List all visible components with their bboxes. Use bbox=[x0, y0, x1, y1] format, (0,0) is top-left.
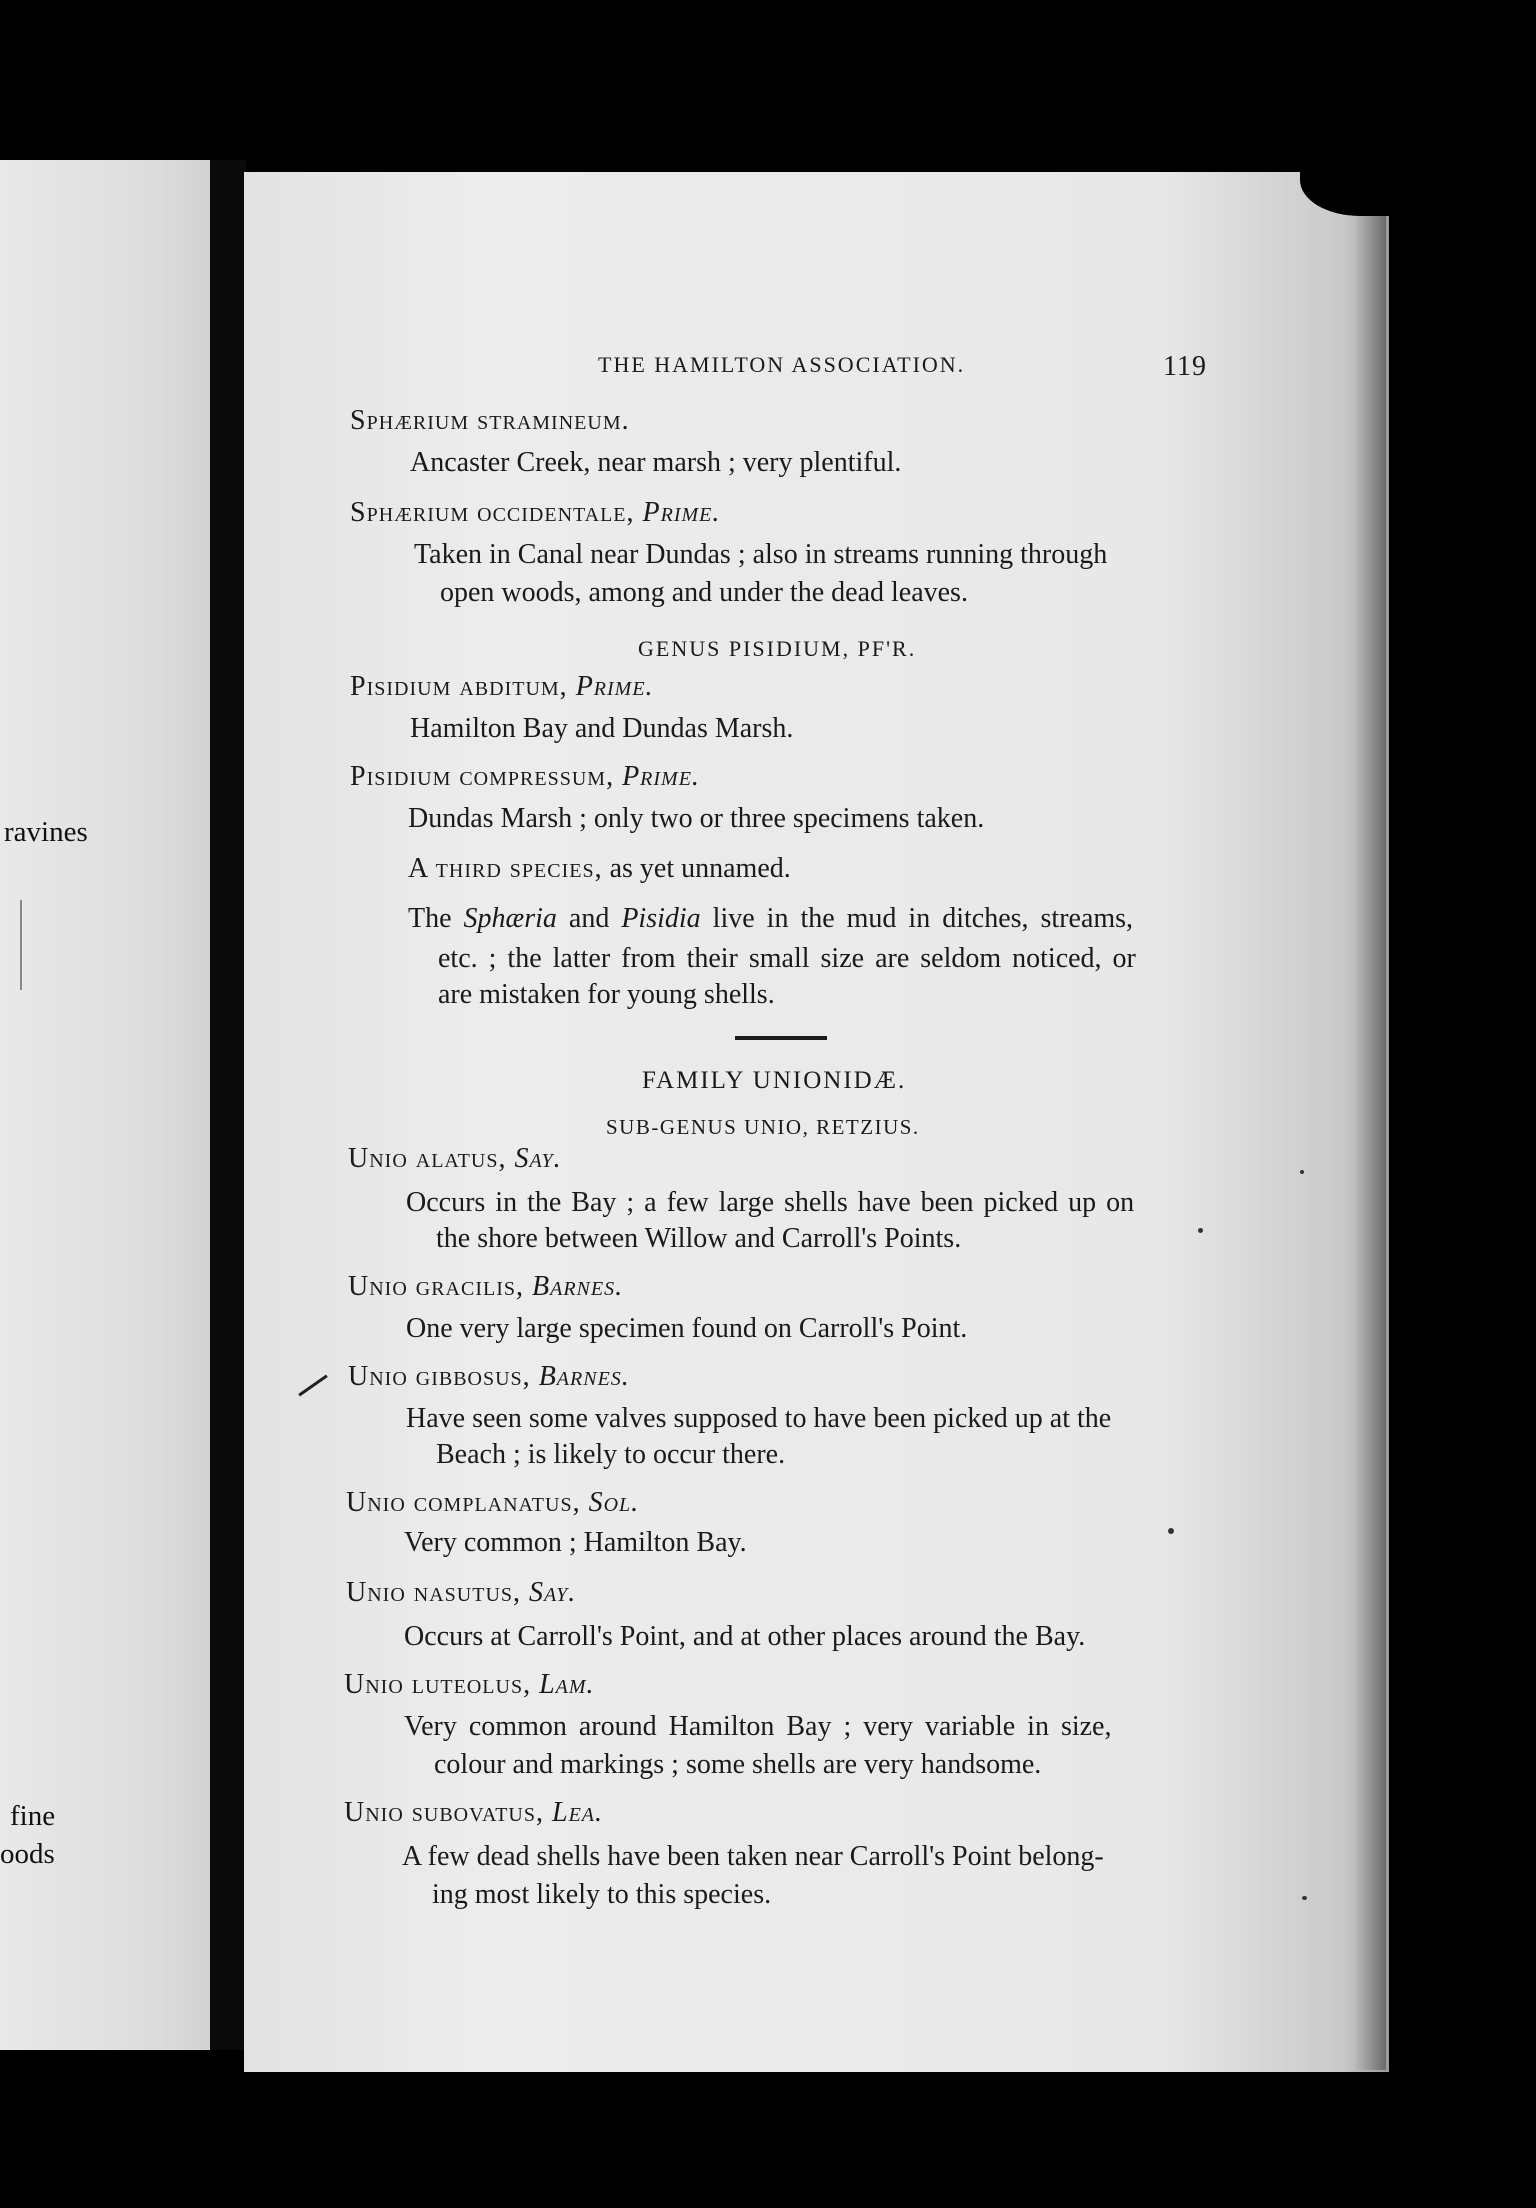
species-name-text: Pisidium abditum, bbox=[350, 671, 568, 702]
note-text: live in the mud in ditches, streams, bbox=[712, 903, 1134, 934]
species-name bbox=[350, 404, 630, 438]
note-line-1 bbox=[408, 902, 1133, 936]
section-rule bbox=[735, 1036, 827, 1040]
left-page-mark bbox=[20, 900, 22, 990]
note-sphaeria: Sphæria bbox=[463, 903, 557, 934]
note-pisidia: Pisidia bbox=[621, 903, 701, 934]
page-edge-shadow bbox=[1356, 200, 1386, 2070]
species-name bbox=[348, 1142, 562, 1176]
species-name-text: Pisidium compressum, bbox=[350, 761, 615, 792]
species-name-text: Unio complanatus, bbox=[346, 1487, 581, 1518]
species-name bbox=[344, 1796, 603, 1830]
species-author: Prime. bbox=[622, 761, 700, 792]
page-number: 119 bbox=[1163, 351, 1207, 382]
species-name bbox=[350, 496, 720, 530]
scan-speck bbox=[1300, 1170, 1304, 1174]
species-text-line: colour and markings ; some shells are very handsome. bbox=[434, 1749, 1042, 1780]
species-text-line: Very common ; Hamilton Bay. bbox=[404, 1527, 747, 1558]
left-fragment-oods: oods bbox=[0, 1838, 55, 1870]
species-name-text: Unio luteolus, bbox=[344, 1669, 532, 1700]
third-species-lead: A third species, bbox=[408, 853, 603, 884]
species-text-line: Beach ; is likely to occur there. bbox=[436, 1439, 786, 1470]
species-name bbox=[346, 1576, 576, 1610]
third-species-line bbox=[408, 852, 791, 886]
note-line-2: etc. ; the latter from their small size are seldom noticed, or bbox=[438, 943, 1136, 974]
species-name-text: Unio nasutus, bbox=[346, 1577, 522, 1608]
scan-speck bbox=[1198, 1228, 1203, 1233]
note-text: The bbox=[408, 903, 452, 934]
species-name bbox=[344, 1668, 595, 1702]
book-gutter bbox=[210, 160, 246, 2050]
species-text-line: Occurs in the Bay ; a few large shells have been picked up on bbox=[406, 1187, 1135, 1218]
genus-heading: GENUS PISIDIUM, PF'R. bbox=[638, 636, 917, 661]
species-author: Lam. bbox=[539, 1669, 595, 1700]
third-species-rest: as yet unnamed. bbox=[609, 853, 791, 884]
species-name bbox=[350, 760, 700, 794]
species-author: Lea. bbox=[552, 1797, 604, 1828]
left-page-fragment bbox=[0, 160, 226, 2050]
left-fragment-fine: fine bbox=[10, 1800, 56, 1832]
species-name-text: Unio gracilis, bbox=[348, 1271, 524, 1302]
scan-speck bbox=[1168, 1528, 1174, 1534]
species-name bbox=[348, 1360, 630, 1394]
family-heading: FAMILY UNIONIDÆ. bbox=[642, 1067, 907, 1094]
species-name bbox=[348, 1270, 623, 1304]
species-text-line: One very large specimen found on Carroll's Point. bbox=[406, 1313, 968, 1344]
species-text-line: Have seen some valves supposed to have been picked up at the bbox=[406, 1403, 1112, 1434]
species-author: Barnes. bbox=[538, 1361, 630, 1392]
species-text-line: Ancaster Creek, near marsh ; very plentiful. bbox=[410, 447, 902, 478]
species-name-text: Sphærium stramineum. bbox=[350, 405, 630, 436]
species-text-line: Dundas Marsh ; only two or three specimens taken. bbox=[408, 803, 985, 834]
left-fragment-ravines: ravines bbox=[4, 816, 88, 848]
species-name-text: Unio alatus, bbox=[348, 1143, 507, 1174]
species-author: Prime. bbox=[642, 497, 721, 528]
species-author: Barnes. bbox=[532, 1271, 624, 1302]
subgenus-heading: SUB-GENUS UNIO, RETZIUS. bbox=[606, 1115, 920, 1139]
species-name bbox=[350, 670, 654, 704]
species-name-text: Unio subovatus, bbox=[344, 1797, 544, 1828]
species-name bbox=[346, 1486, 639, 1520]
species-text-line: Very common around Hamilton Bay ; very variable in size, bbox=[404, 1711, 1112, 1742]
species-name-text: Sphærium occidentale, bbox=[350, 497, 635, 528]
species-author: Sol. bbox=[588, 1487, 640, 1518]
running-head: THE HAMILTON ASSOCIATION. bbox=[598, 352, 966, 377]
species-text-line: the shore between Willow and Carroll's Points. bbox=[436, 1223, 962, 1254]
species-author: Say. bbox=[514, 1143, 562, 1174]
species-text-line: Taken in Canal near Dundas ; also in streams running through bbox=[414, 539, 1108, 570]
species-author: Prime. bbox=[575, 671, 654, 702]
species-text-line: Hamilton Bay and Dundas Marsh. bbox=[410, 713, 794, 744]
species-text-line: open woods, among and under the dead leaves. bbox=[440, 577, 968, 608]
scan-speck bbox=[1302, 1896, 1307, 1900]
note-text: and bbox=[568, 903, 610, 934]
species-text-line: Occurs at Carroll's Point, and at other places around the Bay. bbox=[404, 1621, 1086, 1652]
species-text-line: ing most likely to this species. bbox=[432, 1879, 772, 1910]
species-author: Say. bbox=[529, 1577, 577, 1608]
species-text-line: A few dead shells have been taken near Carroll's Point belong- bbox=[402, 1841, 1104, 1872]
note-line-3: are mistaken for young shells. bbox=[438, 979, 775, 1010]
species-name-text: Unio gibbosus, bbox=[348, 1361, 531, 1392]
